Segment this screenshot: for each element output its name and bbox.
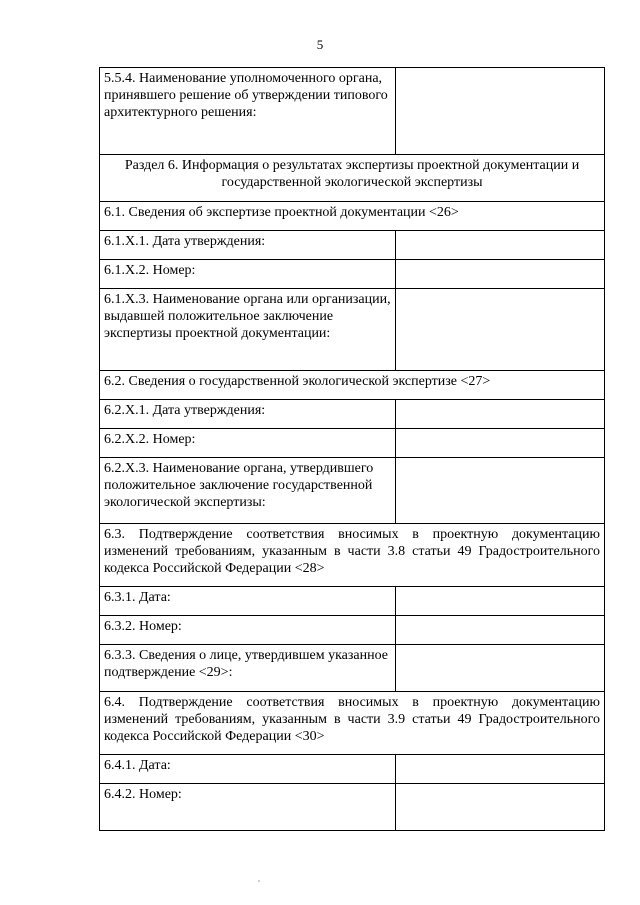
field-label: 6.1.X.1. Дата утверждения: [100, 231, 396, 260]
document-form-table [99, 67, 605, 831]
field-label: 6.2.X.1. Дата утверждения: [100, 400, 396, 429]
field-label: 6.4.1. Дата: [100, 755, 396, 784]
scan-speck [258, 880, 260, 882]
table-row [100, 587, 605, 616]
field-value [396, 231, 605, 260]
table-row [100, 784, 605, 831]
table-row [100, 231, 605, 260]
field-label: 6.1.X.3. Наименование органа или организации, выдавшей положительное заключение экспертизы проектной документации: [100, 289, 396, 371]
field-value [396, 68, 605, 155]
table-row [100, 289, 605, 371]
subsection-header: 6.4. Подтверждение соответствия вносимых в проектную документацию изменений требованиям, указанным в части 3.9 статьи 49 Градостроительного кодекса Российской Федерации <30> [100, 692, 605, 755]
subsection-row [100, 202, 605, 231]
table-row [100, 645, 605, 692]
table-row [100, 400, 605, 429]
field-label: 6.2.X.3. Наименование органа, утвердившего положительное заключение государственной экологической экспертизы: [100, 458, 396, 524]
field-label: 6.3.1. Дата: [100, 587, 396, 616]
table-row [100, 616, 605, 645]
field-label: 5.5.4. Наименование уполномоченного органа, принявшего решение об утверждении типового архитектурного решения: [100, 68, 396, 155]
field-label: 6.3.3. Сведения о лице, утвердившем указанное подтверждение <29>: [100, 645, 396, 692]
field-value [396, 784, 605, 831]
page-number: 5 [316, 37, 324, 52]
table-row [100, 755, 605, 784]
field-value [396, 400, 605, 429]
field-value [396, 616, 605, 645]
table-row [100, 458, 605, 524]
field-value [396, 429, 605, 458]
field-value [396, 458, 605, 524]
section-header-row [100, 155, 605, 202]
field-value [396, 755, 605, 784]
field-value [396, 587, 605, 616]
field-value [396, 260, 605, 289]
table-row [100, 429, 605, 458]
field-label: 6.3.2. Номер: [100, 616, 396, 645]
subsection-header: 6.3. Подтверждение соответствия вносимых в проектную документацию изменений требованиям, указанным в части 3.8 статьи 49 Градостроительного кодекса Российской Федерации <28> [100, 524, 605, 587]
subsection-row [100, 524, 605, 587]
subsection-header: 6.2. Сведения о государственной экологической экспертизе <27> [100, 371, 605, 400]
field-value [396, 645, 605, 692]
subsection-header: 6.1. Сведения об экспертизе проектной документации <26> [100, 202, 605, 231]
section-header: Раздел 6. Информация о результатах экспертизы проектной документации и государственной экологической экспертизы [100, 155, 605, 202]
field-label: 6.1.X.2. Номер: [100, 260, 396, 289]
table-row [100, 68, 605, 155]
field-label: 6.4.2. Номер: [100, 784, 396, 831]
field-label: 6.2.X.2. Номер: [100, 429, 396, 458]
subsection-row [100, 371, 605, 400]
field-value [396, 289, 605, 371]
subsection-row [100, 692, 605, 755]
table-row [100, 260, 605, 289]
